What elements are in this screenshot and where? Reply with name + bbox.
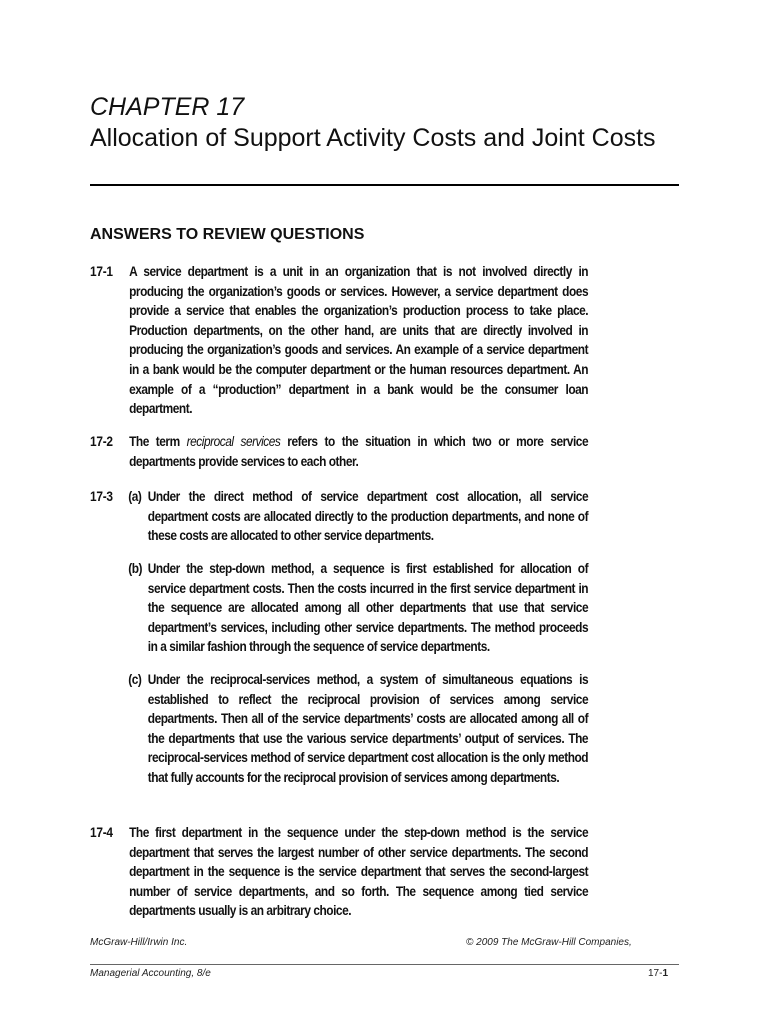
part-label: (c): [128, 671, 142, 687]
part-text: Under the reciprocal-services method, a system of simultaneous equations is established to reflect the reciprocal provision of services among service departments. Then all of the service departments’ costs are allocated among all of the departments that use the various service departments’ output of services. The reciprocal-services method of service department cost allocation is the only method that fully accounts for the reciprocal provision of services among departments.: [147, 671, 589, 785]
question-answer-text: The first department in the sequence under the step-down method is the service department that serves the largest number of other service departments. The second department in the sequence is the service department that serves the second-largest number of service departments, and so forth. The sequence among tied service departments usually is an arbitrary choice.: [129, 824, 589, 919]
part-label: (a): [128, 488, 142, 504]
question-answer-text: [129, 432, 588, 471]
chapter-title: Allocation of Support Activity Costs and Joint Costs: [90, 124, 656, 152]
answer-text-lead: The term: [129, 433, 187, 449]
answer-text-rest: refers to the situation in which two or more service departments provide services to each other.: [129, 433, 589, 469]
page-prefix: 17-: [648, 968, 663, 979]
question-number: 17-1: [90, 263, 113, 279]
part-text: Under the step-down method, a sequence is first established for allocation of service department costs. Then the costs incurred in the first service department in the sequence are allocated among all other departments that use that service department’s services, including other service departments. The method proceeds in a similar fashion through the sequence of service departments.: [147, 560, 589, 655]
part-text: Under the direct method of service department cost allocation, all service department costs are allocated directly to the production departments, and none of these costs are allocated to other service departments.: [147, 488, 589, 544]
question-number: 17-4: [90, 824, 113, 840]
footer-book-title: Managerial Accounting, 8/e: [90, 968, 211, 979]
footer-page-number: [648, 967, 668, 980]
question-answer-text: A service department is a unit in an organization that is not involved directly in producing the organization’s goods or services. However, a service department does provide a service that enables the organization’s production process to take place. Production departments, on the other hand, are units that are directly involved in producing the organization’s goods and services. An example of a service department in a bank would be the computer department or the human resources department. An example of a “production” department in a bank would be the consumer loan department.: [129, 263, 589, 417]
page-number: 1: [662, 968, 669, 979]
part-label: (b): [128, 560, 143, 576]
title-divider: [90, 184, 679, 186]
footer-publisher: McGraw-Hill/Irwin Inc.: [90, 937, 188, 948]
answer-term-italic: reciprocal services: [186, 433, 281, 449]
chapter-label: CHAPTER 17: [90, 93, 245, 121]
question-number: 17-3: [90, 488, 113, 504]
footer-copyright: © 2009 The McGraw-Hill Companies,: [466, 937, 632, 948]
footer-divider: [90, 964, 679, 965]
section-heading: ANSWERS TO REVIEW QUESTIONS: [90, 226, 365, 243]
question-number: 17-2: [90, 433, 113, 449]
